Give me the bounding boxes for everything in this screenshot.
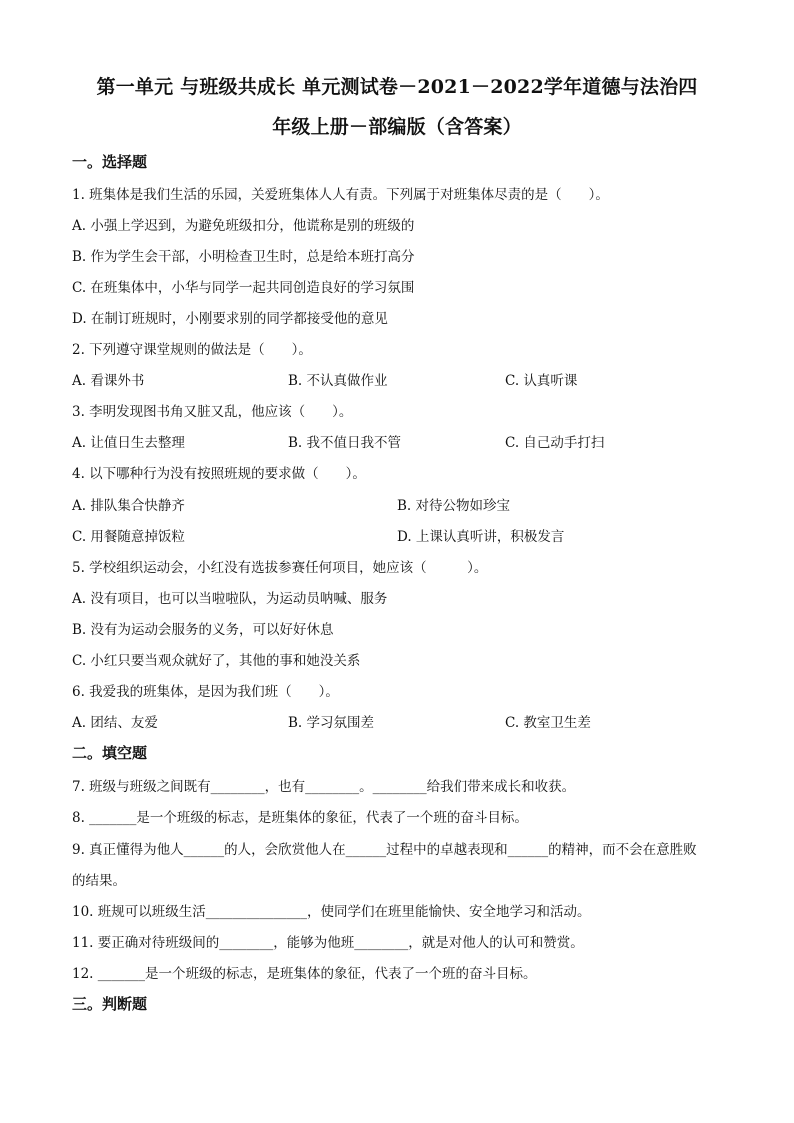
q1-option-a: A. 小强上学迟到，为避免班级扣分，他谎称是别的班级的 xyxy=(72,218,415,234)
doc-title-line-2: 年级上册－部编版（含答案） xyxy=(272,116,522,138)
q11-text: 11. 要正确对待班级间的________，能够为他班________，就是对他人的认可和赞赏。 xyxy=(72,935,584,951)
q12-text: 12. _______是一个班级的标志，是班集体的象征，代表了一个班的奋斗目标。 xyxy=(72,966,537,982)
q7-text: 7. 班级与班级之间既有________，也有________。________给我们带来成长和收获。 xyxy=(72,779,576,795)
q1-option-b: B. 作为学生会干部，小明检查卫生时，总是给本班打高分 xyxy=(72,249,415,265)
section-heading-choice: 一。选择题 xyxy=(72,153,148,171)
q4-option-c: C. 用餐随意掉饭粒 xyxy=(72,529,185,545)
q2-option-c: C. 认真听课 xyxy=(505,373,578,389)
q6-stem: 6. 我爱我的班集体，是因为我们班（ ）。 xyxy=(72,684,339,700)
q4-stem: 4. 以下哪种行为没有按照班规的要求做（ ）。 xyxy=(72,466,366,482)
q2-option-a: A. 看课外书 xyxy=(72,373,145,389)
q1-stem: 1. 班集体是我们生活的乐园，关爱班集体人人有责。下列属于对班集体尽责的是（ ）。 xyxy=(72,187,609,203)
q4-option-d: D. 上课认真听讲，积极发言 xyxy=(397,529,565,545)
q9-text-line-1: 9. 真正懂得为他人______的人，会欣赏他人在______过程中的卓越表现和______的精神，而不会在意胜败 xyxy=(72,842,697,858)
q6-option-c: C. 教室卫生差 xyxy=(505,715,591,731)
q3-stem: 3. 李明发现图书角又脏又乱，他应该（ ）。 xyxy=(72,404,353,420)
q2-stem: 2. 下列遵守课堂规则的做法是（ ）。 xyxy=(72,342,312,358)
q5-option-c: C. 小红只要当观众就好了，其他的事和她没关系 xyxy=(72,653,361,669)
q3-option-b: B. 我不值日我不管 xyxy=(288,435,402,451)
q3-option-a: A. 让值日生去整理 xyxy=(72,435,185,451)
q6-option-a: A. 团结、友爱 xyxy=(72,715,158,731)
q5-option-b: B. 没有为运动会服务的义务，可以好好休息 xyxy=(72,622,334,638)
q1-option-c: C. 在班集体中，小华与同学一起共同创造良好的学习氛围 xyxy=(72,280,415,296)
q4-option-a: A. 排队集合快静齐 xyxy=(72,498,185,514)
q2-option-b: B. 不认真做作业 xyxy=(288,373,388,389)
q6-option-b: B. 学习氛围差 xyxy=(288,715,375,731)
section-heading-fill: 二。填空题 xyxy=(72,744,148,762)
q8-text: 8. _______是一个班级的标志，是班集体的象征，代表了一个班的奋斗目标。 xyxy=(72,810,528,826)
q10-text: 10. 班规可以班级生活_______________，使同学们在班里能愉快、安全地学习和活动。 xyxy=(72,904,591,920)
q5-stem: 5. 学校组织运动会，小红没有选拔参赛任何项目，她应该（ ）。 xyxy=(72,560,488,576)
q3-option-c: C. 自己动手打扫 xyxy=(505,435,605,451)
q9-text-line-2: 的结果。 xyxy=(72,873,126,889)
q4-option-b: B. 对待公物如珍宝 xyxy=(397,498,511,514)
q1-option-d: D. 在制订班规时，小刚要求别的同学都接受他的意见 xyxy=(72,311,388,327)
section-heading-judge: 三。判断题 xyxy=(72,995,148,1013)
q5-option-a: A. 没有项目，也可以当啦啦队，为运动员呐喊、服务 xyxy=(72,591,388,607)
doc-title-line-1: 第一单元 与班级共成长 单元测试卷－2021－2022学年道德与法治四 xyxy=(96,76,698,98)
